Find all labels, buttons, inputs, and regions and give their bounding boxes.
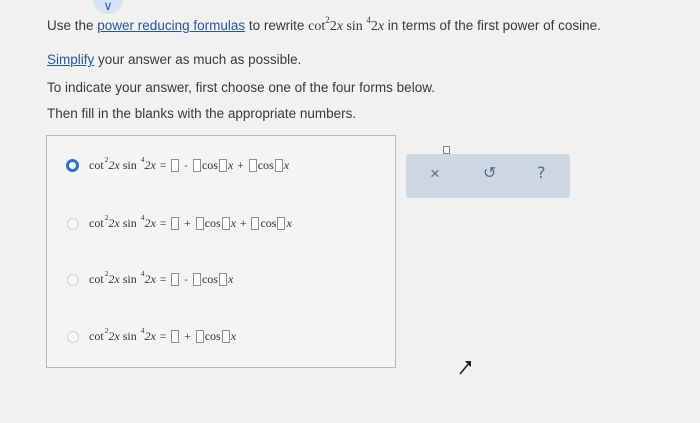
answer-blank[interactable] [222, 330, 230, 343]
equation-d: cot 2 2x sin 4 2x = + cos x [89, 326, 237, 343]
equation-a: cot 2 2x sin 4 2x = - cos x + cos x [89, 155, 290, 172]
answer-blank[interactable] [196, 217, 204, 230]
question-line-4: Then fill in the blanks with the appropriate numbers. [47, 106, 357, 121]
answer-choices-box [46, 135, 396, 368]
answer-blank[interactable] [249, 159, 257, 172]
radio-option-c[interactable] [67, 274, 79, 286]
fraction-numerator-icon [443, 146, 450, 154]
answer-blank[interactable] [277, 217, 285, 230]
answer-blank[interactable] [171, 273, 179, 286]
answer-blank[interactable] [171, 159, 179, 172]
answer-blank[interactable] [171, 330, 179, 343]
power-reducing-formulas-link[interactable]: power reducing formulas [97, 18, 246, 33]
equation-b: cot 2 2x sin 4 2x = + cos x + cos x [89, 213, 292, 230]
undo-button[interactable]: ↺ [483, 165, 497, 182]
answer-blank[interactable] [251, 217, 259, 230]
question-expression: $\cot^22x$ sin $^4$2x [308, 15, 385, 34]
question-line-2: Simplify your answer as much as possible. [47, 52, 302, 67]
question-line-3: To indicate your answer, first choose one of the four forms below. [47, 80, 435, 95]
collapse-chevron-button[interactable] [93, 0, 123, 14]
chevron-down-icon: ∨ [103, 0, 113, 13]
choice-option-b[interactable] [47, 213, 292, 231]
choice-option-d[interactable] [47, 326, 237, 344]
answer-blank[interactable] [196, 330, 204, 343]
question-line-1: Use the power reducing formulas to rewrite $\cot^22x$ sin $^4$2x in terms of the first power of cosine. [47, 15, 601, 34]
help-button[interactable]: ? [537, 163, 546, 182]
choice-option-a[interactable] [47, 155, 290, 173]
answer-blank[interactable] [222, 217, 230, 230]
answer-blank[interactable] [219, 159, 227, 172]
choice-option-c[interactable] [47, 269, 234, 287]
radio-option-b[interactable] [67, 218, 79, 230]
radio-option-a[interactable] [66, 159, 79, 172]
answer-blank[interactable] [171, 217, 179, 230]
answer-toolbar [406, 154, 570, 198]
answer-blank[interactable] [193, 159, 201, 172]
answer-blank[interactable] [275, 159, 283, 172]
simplify-link[interactable]: Simplify [47, 52, 95, 67]
answer-blank[interactable] [219, 273, 227, 286]
equation-c: cot 2 2x sin 4 2x = - cos x [89, 269, 234, 286]
answer-blank[interactable] [193, 273, 201, 286]
radio-option-d[interactable] [67, 331, 79, 343]
mouse-cursor-icon [459, 361, 471, 375]
clear-button[interactable]: × [430, 164, 440, 183]
